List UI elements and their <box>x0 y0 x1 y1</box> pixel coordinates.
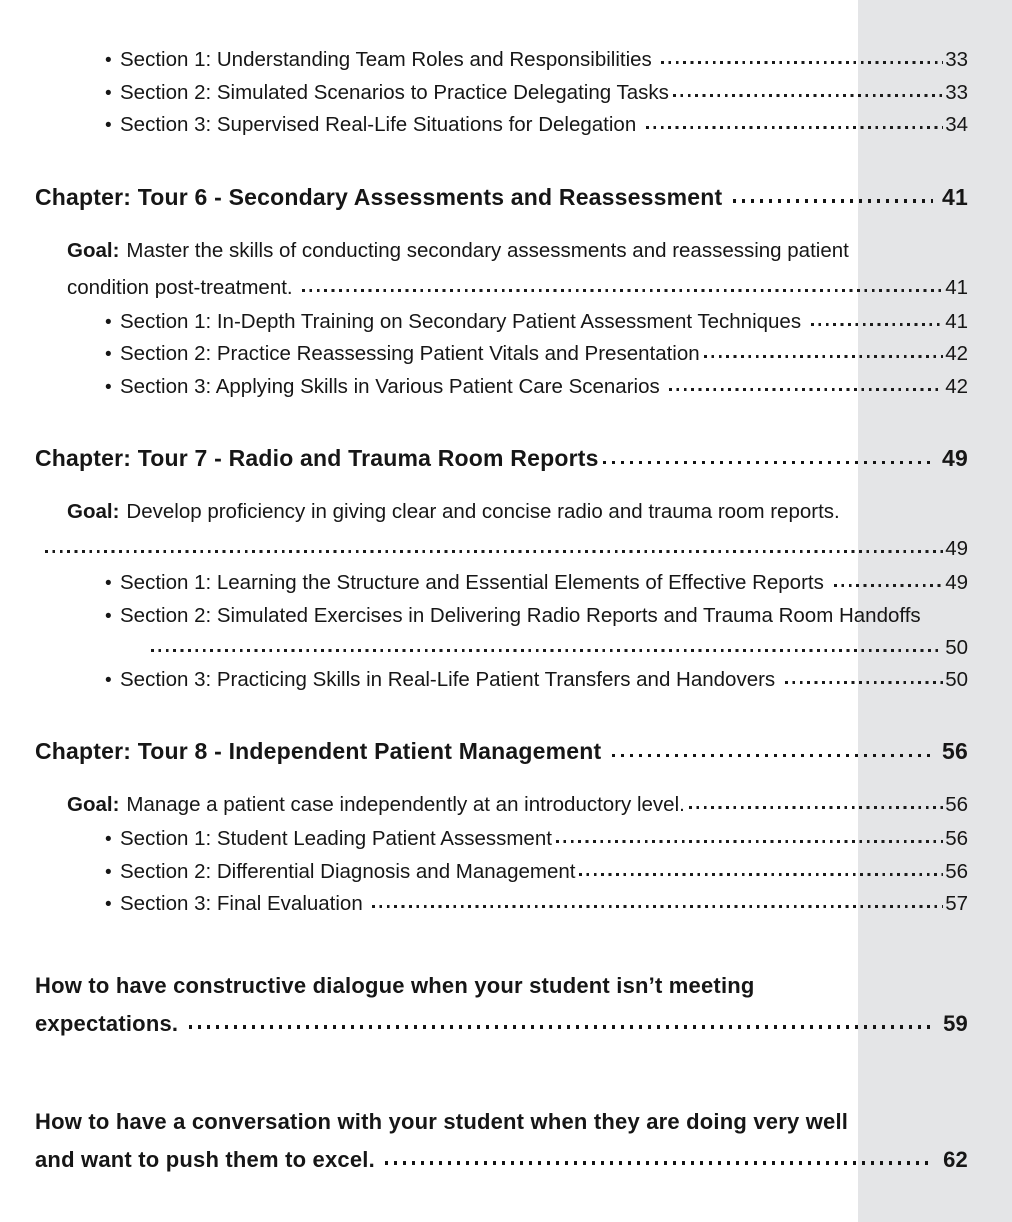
page-number: 33 <box>945 48 968 71</box>
chapter-section-list <box>35 306 968 404</box>
bullet-icon: • <box>105 829 112 850</box>
dot-leader <box>151 649 943 652</box>
toc-section-entry <box>35 371 968 404</box>
goal-text: Master the skills of conducting secondary assessments and reassessing patient <box>126 238 849 262</box>
toc-section-entry <box>35 44 968 77</box>
toc-section-entry-continuation <box>35 632 968 664</box>
closing-entry <box>35 967 968 1043</box>
goal-line <box>35 269 968 306</box>
chapter-goal <box>35 786 968 823</box>
chapter-title-row <box>35 182 968 212</box>
toc-section-label: Section 3: Final Evaluation <box>120 892 369 915</box>
bullet-icon: • <box>105 376 112 398</box>
toc-section-entry <box>35 338 968 371</box>
page-number: 49 <box>945 537 968 560</box>
dot-leader <box>372 905 943 908</box>
toc-section-entry <box>35 567 968 600</box>
intro-section-list <box>35 0 968 142</box>
bullet-icon: • <box>105 605 112 627</box>
toc-section-label: Section 1: Understanding Team Roles and Responsibilities <box>120 48 658 71</box>
dot-leader <box>661 61 943 64</box>
closing-page-number: 62 <box>943 1146 968 1172</box>
dot-leader <box>385 1161 934 1164</box>
chapter-title-row <box>35 736 968 766</box>
closing-entry-line <box>35 1103 968 1141</box>
chapter-section-list <box>35 823 968 921</box>
bullet-icon: • <box>105 115 112 136</box>
chapter-title: Chapter: Tour 8 - Independent Patient Management <box>35 738 608 764</box>
page-number: 34 <box>945 113 968 136</box>
toc-section-label: Section 3: Applying Skills in Various Patient Care Scenarios <box>120 374 666 398</box>
closing-page-number: 59 <box>943 1010 968 1036</box>
chapter-goal <box>35 493 968 567</box>
chapter-title: Chapter: Tour 6 - Secondary Assessments and Reassessment <box>35 183 729 210</box>
goal-label: Goal: <box>67 793 120 816</box>
closing-entry-line <box>35 1005 968 1043</box>
bullet-icon: • <box>105 311 112 333</box>
toc-content <box>35 0 968 1179</box>
toc-section-label: Section 2: Practice Reassessing Patient Vitals and Presentation <box>120 342 700 365</box>
toc-section-label: Section 2: Simulated Scenarios to Practice Delegating Tasks <box>120 80 669 104</box>
goal-label: Goal: <box>67 500 120 523</box>
toc-section-label: Section 2: Simulated Exercises in Delivering Radio Reports and Trauma Room Handoffs <box>120 603 921 627</box>
goal-text: condition post-treatment. <box>67 275 299 299</box>
page-number: 42 <box>945 342 968 365</box>
bullet-icon: • <box>105 573 112 594</box>
dot-leader <box>612 754 933 757</box>
chapter-page-number: 56 <box>942 738 968 764</box>
toc-section-entry <box>35 306 968 339</box>
goal-label: Goal: <box>67 238 120 262</box>
closing-entry-list <box>35 967 968 1179</box>
goal-text: Manage a patient case independently at an introductory level. <box>126 793 685 816</box>
closing-entry-line <box>35 967 968 1005</box>
goal-text: Develop proficiency in giving clear and concise radio and trauma room reports. <box>126 500 840 523</box>
chapter-page-number: 41 <box>942 183 968 210</box>
page-number: 56 <box>945 793 968 816</box>
closing-entry <box>35 1103 968 1179</box>
dot-leader <box>704 355 944 358</box>
page-number: 57 <box>945 892 968 915</box>
dot-leader <box>834 584 944 587</box>
chapter-section-list <box>35 567 968 696</box>
toc-section-label: Section 1: In-Depth Training on Secondary Patient Assessment Techniques <box>120 309 807 333</box>
chapter-list <box>35 182 968 921</box>
closing-entry-text: How to have a conversation with your student when they are doing very well <box>35 1108 849 1134</box>
dot-leader <box>689 806 943 809</box>
dot-leader <box>603 461 933 464</box>
closing-entry-text: How to have constructive dialogue when your student isn’t meeting <box>35 972 755 998</box>
page-number: 50 <box>945 667 968 691</box>
page-number: 41 <box>945 309 968 333</box>
closing-entry-text: and want to push them to excel. <box>35 1146 382 1172</box>
dot-leader <box>673 94 943 97</box>
dot-leader <box>189 1025 935 1028</box>
bullet-icon: • <box>105 861 112 883</box>
chapter-title-row <box>35 443 968 473</box>
toc-section-label: Section 3: Supervised Real-Life Situations for Delegation <box>120 113 642 136</box>
toc-section-label: Section 1: Learning the Structure and Essential Elements of Effective Reports <box>120 571 830 594</box>
dot-leader <box>785 681 943 684</box>
goal-line <box>35 232 968 269</box>
bullet-icon: • <box>105 669 112 691</box>
dot-leader <box>669 388 943 391</box>
dot-leader <box>733 199 933 202</box>
bullet-icon: • <box>105 82 112 104</box>
page-number: 56 <box>945 827 968 850</box>
toc-section-entry <box>35 888 968 921</box>
toc-section-label: Section 1: Student Leading Patient Assessment <box>120 827 552 850</box>
page-number: 56 <box>945 859 968 883</box>
goal-line <box>35 493 968 530</box>
toc-section-label: Section 3: Practicing Skills in Real-Life Patient Transfers and Handovers <box>120 667 781 691</box>
chapter-page-number: 49 <box>942 445 968 471</box>
page-number: 42 <box>945 374 968 398</box>
page-number: 41 <box>945 275 968 299</box>
toc-section-entry <box>35 109 968 142</box>
goal-line <box>35 530 968 567</box>
bullet-icon: • <box>105 50 112 71</box>
dot-leader <box>45 550 943 553</box>
toc-section-entry <box>35 823 968 856</box>
toc-section-entry <box>35 664 968 697</box>
dot-leader <box>302 289 943 292</box>
chapter-goal <box>35 232 968 306</box>
page-number: 33 <box>945 80 968 104</box>
toc-section-entry <box>35 77 968 110</box>
toc-section-entry <box>35 600 968 633</box>
dot-leader <box>646 126 943 129</box>
bullet-icon: • <box>105 344 112 365</box>
page-number: 50 <box>945 636 968 659</box>
dot-leader <box>579 873 943 876</box>
closing-entry-text: expectations. <box>35 1010 185 1036</box>
bullet-icon: • <box>105 894 112 915</box>
toc-section-entry <box>35 856 968 889</box>
goal-line <box>35 786 968 823</box>
dot-leader <box>556 840 943 843</box>
toc-section-label: Section 2: Differential Diagnosis and Management <box>120 859 576 883</box>
chapter-title: Chapter: Tour 7 - Radio and Trauma Room Reports <box>35 445 599 471</box>
page-number: 49 <box>945 571 968 594</box>
closing-entry-line <box>35 1141 968 1179</box>
dot-leader <box>811 323 943 326</box>
